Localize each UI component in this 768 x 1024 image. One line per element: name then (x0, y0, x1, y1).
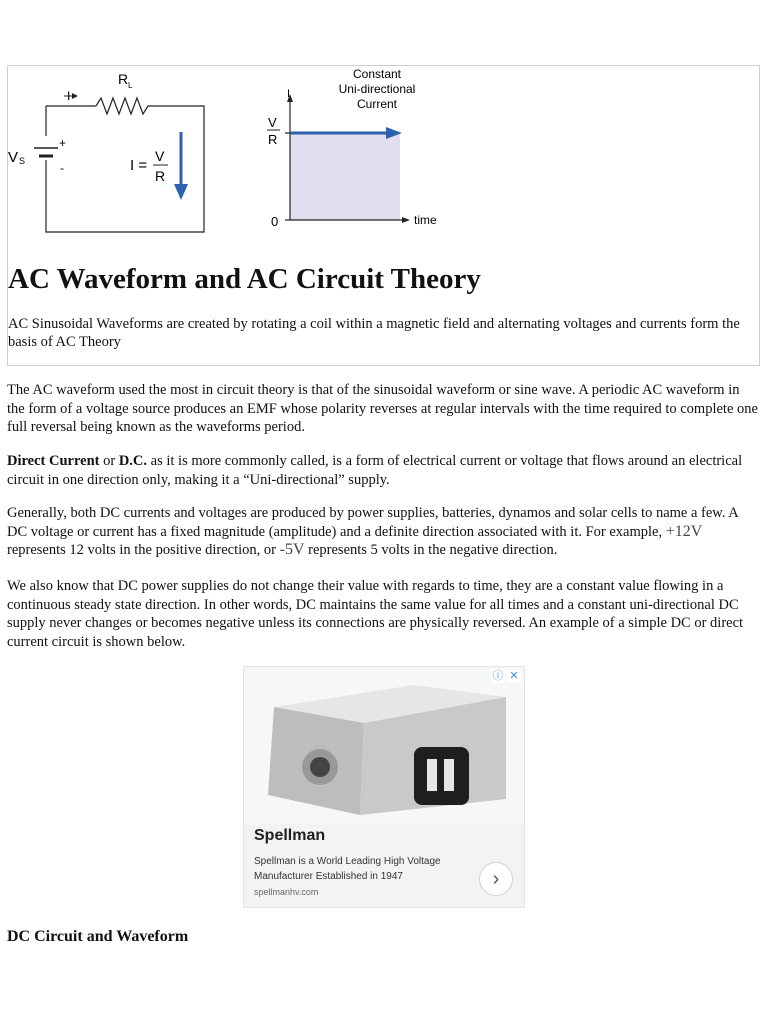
paragraph-dc-constant: We also know that DC power supplies do not change their value with regards to time, they are a constant value flowing in a continuous steady state direction. In other words, DC maintains the same value for all times and a constant uni-directional DC supply never changes or becomes negative unless its connections are physically reversed. An example of a simple DC or direct current circuit is shown below. (7, 578, 744, 650)
voltage-plus-12: +12V (665, 522, 703, 540)
ad-info-icon[interactable]: ⓘ (492, 670, 504, 682)
ad-domain[interactable]: spellmanhv.com (254, 887, 319, 897)
ad-product-image[interactable] (244, 667, 525, 824)
card-description: AC Sinusoidal Waveforms are created by rotating a coil within a magnetic field and alternating voltages and currents form the basis of AC Theory (8, 316, 740, 350)
card-title[interactable]: AC Waveform and AC Circuit Theory (8, 263, 481, 295)
ad-banner[interactable] (243, 666, 525, 908)
paragraph-dc-sources: Generally, both DC currents and voltages are produced by power supplies, batteries, dynamos and solar cells to name a few. A DC voltage or current has a fixed magnitude (amplitude) and a definite direction associated with it. For example, +12V represents 12 volts in the positive direction, or -5V represents 5 volts in the negative direction. (7, 505, 738, 558)
minus-sign: - (60, 161, 64, 175)
ad-close-icon[interactable]: ✕ (507, 669, 521, 683)
constant-current-area (290, 133, 400, 220)
ohm-equation-lhs: I = (130, 157, 148, 174)
graph-caption-1: Constant (352, 67, 402, 81)
graph-zero-label: 0 (271, 214, 279, 229)
graph-y-label: I (287, 88, 291, 100)
resistor-symbol (96, 98, 151, 114)
resistor-label: R (118, 71, 129, 87)
term-direct-current: Direct Current (7, 453, 100, 469)
graph-caption-3: Current (356, 97, 398, 111)
dc-circuit-figure (8, 66, 468, 241)
ad-next-button[interactable] (479, 862, 513, 896)
term-dc: D.C. (118, 453, 148, 469)
source-label: V (8, 149, 19, 166)
graph-caption-2: Uni-directional (338, 82, 416, 96)
section-heading-dc-circuit: DC Circuit and Waveform (7, 928, 189, 945)
svg-text:V: V (155, 148, 165, 164)
svg-text:S: S (19, 156, 26, 166)
chevron-right-icon: › (492, 867, 500, 890)
svg-text:R: R (155, 168, 166, 184)
svg-text:R: R (268, 132, 278, 147)
paragraph-direct-current: Direct Current or D.C. as it is more commonly called, is a form of electrical current or voltage that flows around an electrical circuit in one direction only, making it a “Uni-directional” supply. (7, 453, 743, 488)
paragraph-ac-waveform: The AC waveform used the most in circuit theory is that of the sinusoidal waveform or sine wave. A periodic AC waveform in the form of a voltage source produces an EMF whose polarity reverses at regular intervals with the time required to complete one full reversal being known as the waveforms period. (7, 382, 758, 435)
voltage-minus-5: -5V (279, 541, 305, 558)
ad-body[interactable]: Spellman is a World Leading High Voltage Manufacturer Established in 1947 (254, 856, 441, 882)
graph-x-label: time (414, 213, 437, 227)
plus-sign: + (59, 136, 67, 150)
ad-badges (491, 669, 521, 683)
svg-text:L: L (128, 81, 133, 90)
ad-title[interactable]: Spellman (254, 827, 326, 844)
current-label-top: I (67, 89, 71, 103)
current-arrow (174, 132, 188, 200)
svg-text:V: V (268, 115, 277, 130)
current-time-graph (285, 94, 410, 223)
article-card[interactable] (7, 65, 760, 366)
